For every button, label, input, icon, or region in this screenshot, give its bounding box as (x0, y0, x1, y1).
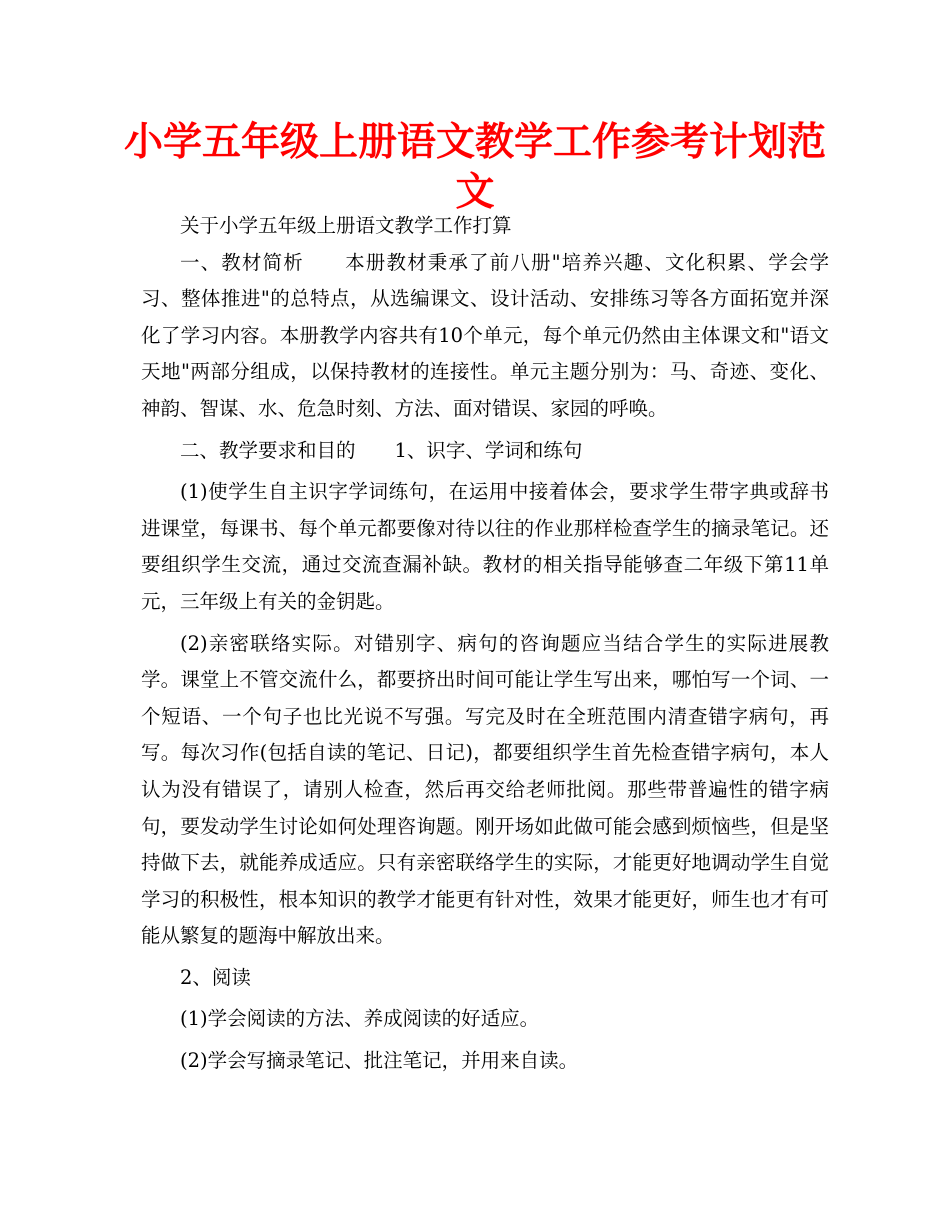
paragraph-item-2-2: (2)学会写摘录笔记、批注笔记，并用来自读。 (180, 1049, 579, 1073)
paragraph-item-2-1: (1)学会阅读的方法、养成阅读的好适应。 (180, 1007, 540, 1031)
paragraph-teaching-requirements: 二、教学要求和目的 1、识字、学词和练句 (180, 438, 583, 462)
paragraph-item-1-2: (2)亲密联络实际。对错别字、病句的咨询题应当结合学生的实际进展教学。课堂上不管交流什么，都要挤出时间可能让学生写出来，哪怕写一个词、一个短语、一个句子也比光说不写强。写完及时在全班范围内清查错字病句，再写。每次习作(包括自读的笔记、日记)，都要组织学生首先检查错字病句，本人认为没有错误了，请别人检查，然后再交给老师批阅。那些带普遍性的错字病句，要发动学生讨论如何处理咨询题。刚开场如此做可能会感到烦恼些，但是坚持做下去，就能养成适应。只有亲密联络学生的实际，才能更好地调动学生自觉学习的积极性，根本知识的教学才能更有针对性，效果才能更好，师生也才有可能从繁复的题海中解放出来。 (141, 631, 829, 948)
paragraph-item-1-1: (1)使学生自主识字学词练句，在运用中接着体会，要求学生带字典或辞书进课堂，每课书、每个单元都要像对待以往的作业那样检查学生的摘录笔记。还要组织学生交流，通过交流查漏补缺。教材的相关指导能够查二年级下第11单元，三年级上有关的金钥匙。 (141, 480, 829, 613)
paragraph-reading-heading: 2、阅读 (180, 965, 251, 989)
document-body (141, 208, 829, 1080)
document-title: 小学五年级上册语文教学工作参考计划范文 (123, 120, 826, 215)
paragraph-textbook-analysis: 一、教材简析 本册教材秉承了前八册"培养兴趣、文化积累、学会学习、整体推进"的总特点，从选编课文、设计活动、安排练习等各方面拓宽并深化了学习内容。本册教学内容共有10个单元，每个单元仍然由主体课文和"语文天地"两部分组成，以保持教材的连接性。单元主题分别为：马、奇迹、变化、神韵、智谋、水、危急时刻、方法、面对错误、家园的呼唤。 (141, 250, 829, 420)
paragraph-subtitle: 关于小学五年级上册语文教学工作打算 (180, 214, 512, 237)
